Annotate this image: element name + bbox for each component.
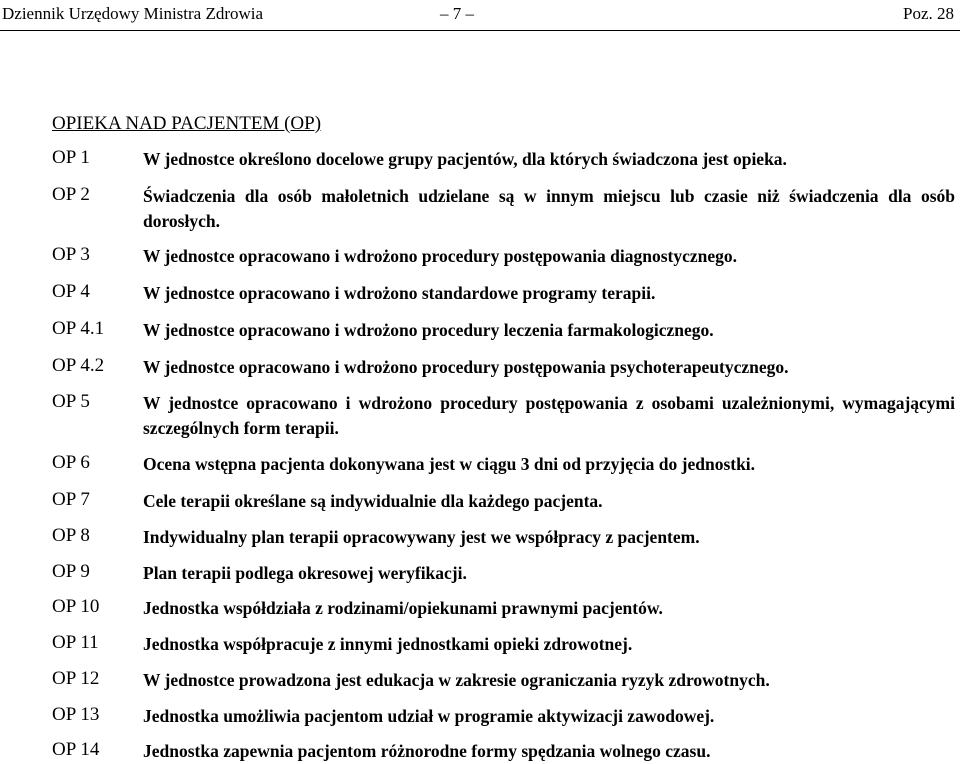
item-code: OP 12 (52, 668, 100, 689)
item-code: OP 8 (52, 525, 90, 546)
item-text: W jednostce określono docelowe grupy pacjentów, dla których świadczona jest opieka. (143, 149, 787, 169)
item-text: Ocena wstępna pacjenta dokonywana jest w ciągu 3 dni od przyjęcia do jednostki. (143, 454, 756, 474)
item-text: Jednostka umożliwia pacjentom udział w programie aktywizacji zawodowej. (143, 706, 715, 726)
item-code: OP 2 (52, 184, 90, 205)
item-text: Indywidualny plan terapii opracowywany jest we współpracy z pacjentem. (143, 527, 700, 547)
item-text: W jednostce prowadzona jest edukacja w zakresie ograniczania ryzyk zdrowotnych. (143, 670, 770, 690)
item-text: Świadczenia dla osób małoletnich udzielane są w innym miejscu lub czasie niż świadczenia dla osób dorosłych. (143, 186, 955, 231)
position-number: Poz. 28 (903, 4, 954, 23)
item-code: OP 13 (52, 704, 100, 725)
item-code: OP 1 (52, 147, 90, 168)
journal-name: Dziennik Urzędowy Ministra Zdrowia (2, 4, 264, 23)
item-code: OP 4.1 (52, 318, 105, 339)
item-code: OP 5 (52, 391, 90, 412)
item-code: OP 3 (52, 244, 90, 265)
item-text: W jednostce opracowano i wdrożono procedury postępowania z osobami uzależnionymi, wymagającymi szczególnych form terapii. (143, 393, 955, 438)
item-text: W jednostce opracowano i wdrożono procedury leczenia farmakologicznego. (143, 320, 714, 340)
item-text: Cele terapii określane są indywidualnie dla każdego pacjenta. (143, 491, 603, 511)
item-code: OP 9 (52, 561, 90, 582)
item-text: W jednostce opracowano i wdrożono procedury postępowania psychoterapeutycznego. (143, 357, 789, 377)
item-code: OP 4.2 (52, 355, 105, 376)
item-code: OP 7 (52, 489, 90, 510)
item-text: Jednostka współpracuje z innymi jednostkami opieki zdrowotnej. (143, 634, 633, 654)
item-code: OP 10 (52, 596, 100, 617)
section-title: OPIEKA NAD PACJENTEM (OP) (52, 113, 322, 134)
item-text: Jednostka współdziała z rodzinami/opiekunami prawnymi pacjentów. (143, 598, 663, 618)
item-code: OP 11 (52, 632, 99, 653)
item-code: OP 14 (52, 739, 100, 760)
item-code: OP 4 (52, 281, 90, 302)
page-header (0, 0, 960, 31)
page-number: – 7 – (440, 4, 474, 23)
item-text: Plan terapii podlega okresowej weryfikacji. (143, 563, 467, 583)
item-code: OP 6 (52, 452, 90, 473)
item-text: W jednostce opracowano i wdrożono procedury postępowania diagnostycznego. (143, 246, 738, 266)
item-text: W jednostce opracowano i wdrożono standardowe programy terapii. (143, 283, 656, 303)
item-text: Jednostka zapewnia pacjentom różnorodne formy spędzania wolnego czasu. (143, 741, 711, 761)
